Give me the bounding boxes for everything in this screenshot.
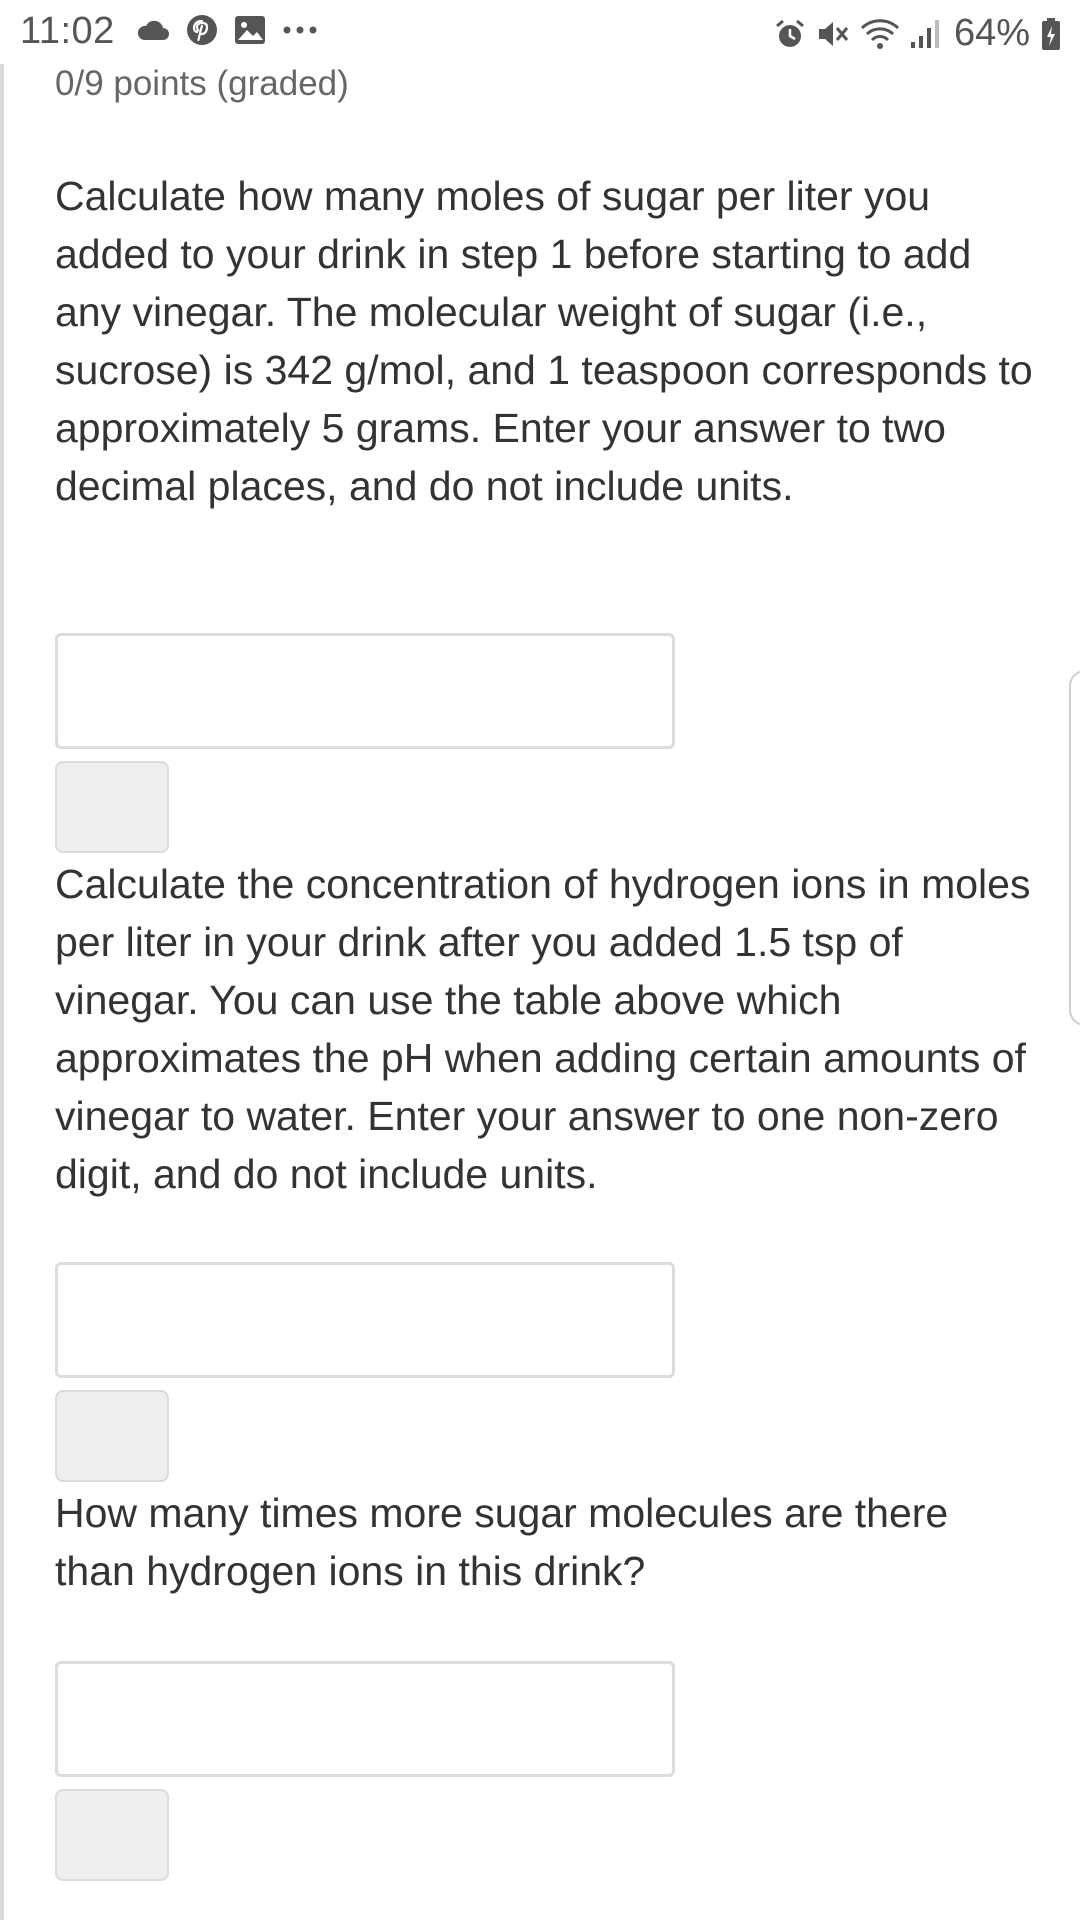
system-icons <box>774 12 1062 55</box>
signal-icon <box>910 18 940 50</box>
battery-icon <box>1040 17 1062 51</box>
question-1-status-button[interactable] <box>55 761 169 853</box>
points-label: 0/9 points (graded) <box>55 64 349 103</box>
question-2-status-button[interactable] <box>55 1390 169 1482</box>
side-drawer-handle[interactable] <box>1069 670 1080 1026</box>
status-time: 11:02 <box>20 10 115 52</box>
question-1-answer-input[interactable] <box>55 633 675 749</box>
mute-icon <box>816 18 850 50</box>
wifi-icon <box>860 18 900 50</box>
question-2-text: Calculate the concentration of hydrogen ions in moles per liter in your drink after you added 1.5 tsp of vinegar. You can use the table above which approximates the pH when adding certain amounts of vinegar to water. Enter your answer to one non-zero digit, and do not include units. <box>55 861 1031 1197</box>
alarm-icon <box>774 18 806 50</box>
notification-icons <box>136 14 318 46</box>
cloud-icon <box>136 18 170 42</box>
content-left-border <box>0 64 4 1920</box>
more-icon <box>282 25 318 35</box>
question-3-status-button[interactable] <box>55 1789 169 1881</box>
question-3-answer-input[interactable] <box>55 1661 675 1777</box>
question-3-text: How many times more sugar molecules are there than hydrogen ions in this drink? <box>55 1490 949 1594</box>
gallery-icon <box>234 15 266 45</box>
question-2-answer-input[interactable] <box>55 1262 675 1378</box>
question-1-text: Calculate how many moles of sugar per liter you added to your drink in step 1 before starting to add any vinegar. The molecular weight of sugar (i.e., sucrose) is 342 g/mol, and 1 teaspoon corresponds to approximately 5 grams. Enter your answer to two decimal places, and do not include units. <box>55 173 1033 509</box>
battery-level: 64% <box>953 12 1030 54</box>
status-bar <box>0 0 1080 64</box>
pinterest-icon <box>186 14 218 46</box>
